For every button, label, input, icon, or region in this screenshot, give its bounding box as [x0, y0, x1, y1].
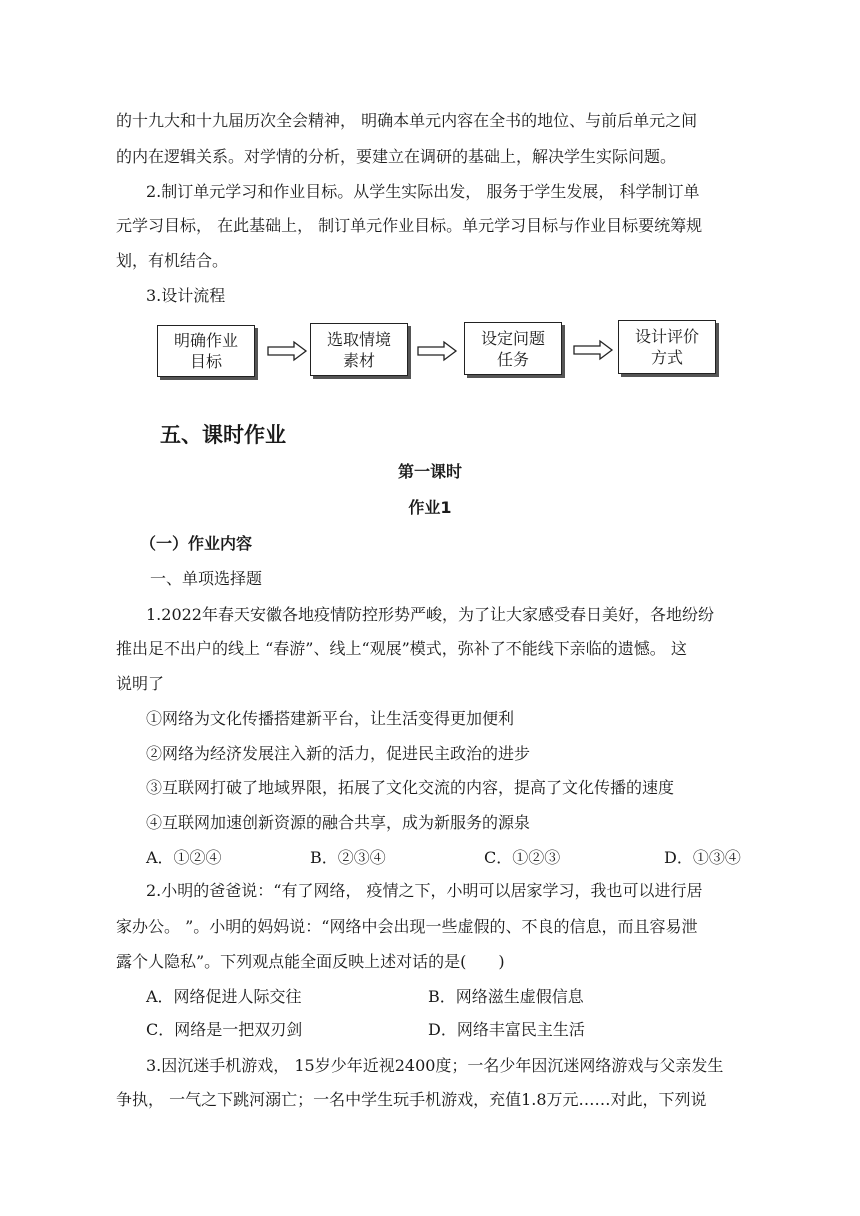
answer-option: B．网络滋生虚假信息	[428, 987, 584, 1006]
question-line: 争执， 一气之下跳河溺亡；一名中学生玩手机游戏，充值1.8万元……对此，下列说	[116, 1090, 707, 1109]
section-heading: 五、课时作业	[160, 423, 286, 447]
flow-step-text: 设定问题	[480, 328, 545, 348]
paragraph-line: 3.设计流程	[146, 286, 226, 305]
paragraph-line: 的十九大和十九届历次全会精神， 明确本单元内容在全书的地位、与前后单元之间	[116, 111, 698, 130]
question-line: 推出足不出户的线上 “春游”、线上“观展”模式，弥补了不能线下亲临的遗憾。 这	[116, 639, 687, 658]
paragraph-line: 划，有机结合。	[116, 251, 229, 270]
flow-arrow-icon	[572, 339, 614, 361]
answer-option: C．网络是一把双刃剑	[146, 1020, 303, 1039]
flow-arrow-icon	[416, 340, 458, 362]
flow-step-text: 明确作业	[173, 331, 238, 350]
flow-step-4	[618, 320, 716, 374]
flow-step-1	[157, 325, 255, 377]
flow-step-3	[464, 322, 562, 375]
answer-option: C．①②③	[484, 848, 561, 867]
question-line: 说明了	[116, 674, 165, 693]
flow-step-text: 目标	[189, 352, 222, 371]
paragraph-line: 2.制订单元学习和作业目标。从学生实际出发， 服务于学生发展， 科学制订单	[146, 182, 700, 201]
statement-item: ②网络为经济发展注入新的活力，促进民主政治的进步	[146, 744, 531, 763]
question-line: 1.2022年春天安徽各地疫情防控形势严峻，为了让大家感受春日美好，各地纷纷	[146, 605, 714, 624]
answer-option: D．①③④	[664, 848, 741, 867]
answer-option: D．网络丰富民主生活	[428, 1020, 585, 1039]
lesson-title: 第一课时	[397, 462, 462, 481]
statement-item: ③互联网打破了地域界限，拓展了文化交流的内容，提高了文化传播的速度	[146, 778, 675, 797]
answer-option: B．②③④	[310, 848, 386, 867]
statement-item: ④互联网加速创新资源的融合共享，成为新服务的源泉	[146, 813, 531, 832]
answer-option: A．网络促进人际交往	[146, 987, 302, 1006]
flow-step-2	[310, 323, 408, 376]
statement-item: ①网络为文化传播搭建新平台，让生活变得更加便利	[146, 709, 515, 728]
flow-step-text: 选取情境	[326, 329, 391, 349]
homework-title: 作业1	[408, 498, 452, 517]
question-line: 露个人隐私”。下列观点能全面反映上述对话的是( )	[116, 952, 505, 971]
question-line: 2.小明的爸爸说：“有了网络， 疫情之下，小明可以居家学习，我也可以进行居	[146, 881, 703, 900]
flow-step-text: 任务	[496, 349, 529, 369]
question-line: 3.因沉迷手机游戏， 15岁少年近视2400度；一名少年因沉迷网络游戏与父亲发生	[146, 1056, 724, 1075]
paragraph-line: 元学习目标， 在此基础上， 制订单元作业目标。单元学习目标与作业目标要统筹规	[116, 216, 703, 235]
question-line: 家办公。 ”。小明的妈妈说：“网络中会出现一些虚假的、不良的信息，而且容易泄	[116, 917, 698, 936]
question-type-label: 一、单项选择题	[150, 569, 263, 588]
paragraph-line: 的内在逻辑关系。对学情的分析，要建立在调研的基础上，解决学生实际问题。	[116, 147, 677, 166]
flow-step-text: 素材	[342, 350, 375, 370]
answer-option: A．①②④	[146, 848, 222, 867]
content-label: （一）作业内容	[140, 534, 253, 553]
flow-arrow-icon	[266, 340, 308, 362]
flow-step-text: 方式	[650, 348, 683, 367]
flow-step-text: 设计评价	[634, 327, 699, 346]
